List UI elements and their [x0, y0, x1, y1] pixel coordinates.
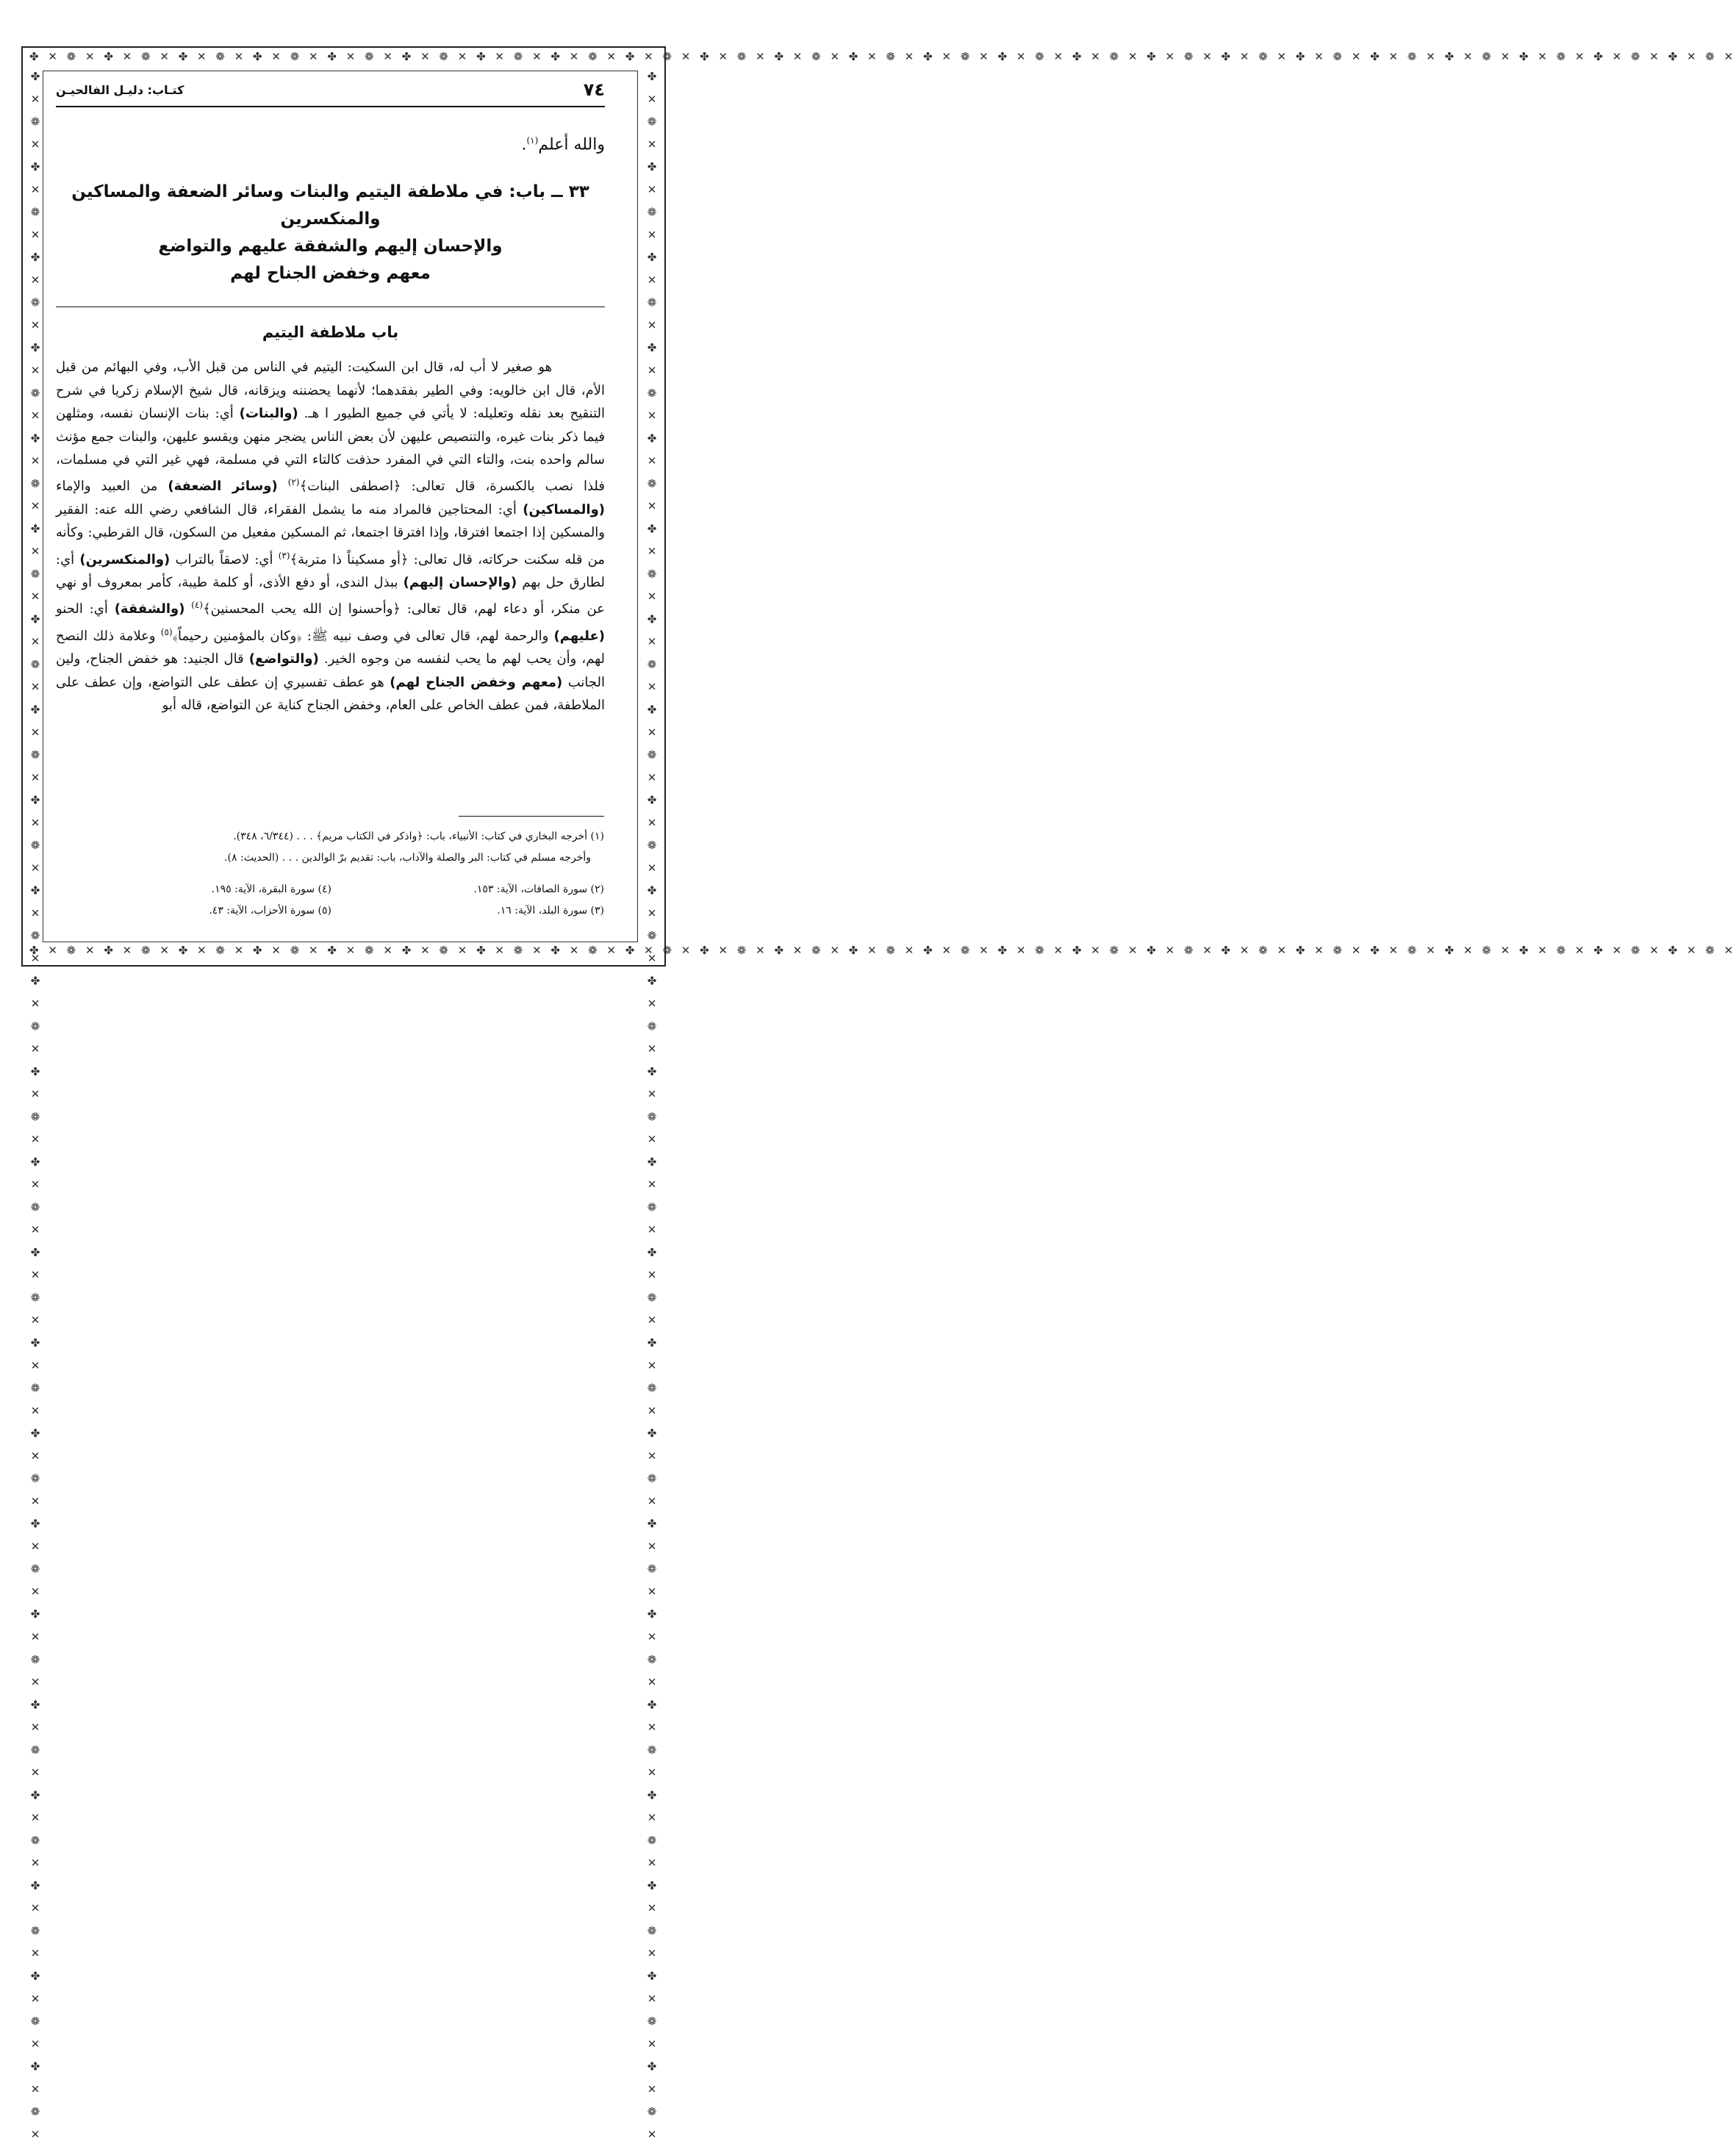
bold-term: (والبنات) — [239, 406, 298, 422]
text-run: قال الجنيد: هو خفض الجناح، ولين الجانب — [56, 651, 605, 690]
opening-line — [56, 135, 605, 154]
text-run: أي: المحتاجين فالمراد منه ما يشمل الفقراء، قال الشافعي رضي الله عنه: الفقير والمسكين إذا اجتمعا افترقا، وإذا افترقا اجتمعا، ثم المسكين مفعيل من السكون، قال القرطبي: وكأنه من قله سكنت حركاته، قال تعالى: ﴿أو مسكيناً ذا متربة﴾ — [56, 501, 605, 567]
bold-term: (والشفقة) — [114, 601, 185, 617]
ornament-border-right: ✤ ✕ ❁ ✕ ✤ ✕ ❁ ✕ ✤ ✕ ❁ ✕ ✤ ✕ ❁ ✕ ✤ ✕ ❁ ✕ ✤ ✕ ❁ ✕ ✤ ✕ ❁ ✕ ✤ ✕ ❁ ✕ ✤ ✕ ❁ ✕ ✤ ✕ ❁ ✕ ✤ ✕ ❁ ✕ ✤ ✕ ❁ ✕ ✤ ✕ ❁ ✕ ✤ ✕ ❁ ✕ ✤ ✕ ❁ ✕ ✤ ✕ ❁ ✕ ✤ ✕ ❁ ✕ ✤ ✕ ❁ ✕ ✤ ✕ ❁ ✕ ✤ ✕ ❁ ✕ ✤ ✕ ❁ ✕ ✤ ✕ ❁ ✕ ✤ ✕ ❁ ✕ — [645, 70, 659, 2144]
chapter-title-line: معهم وخفض الجناح لهم — [230, 264, 431, 284]
footnote-row — [59, 900, 604, 922]
text-run: أي: لاصقاً بالتراب — [175, 551, 273, 567]
bold-term: (والمنكسرين) — [79, 551, 171, 567]
bold-term: (والمساكين) — [523, 501, 605, 517]
text-run: أي: لطارق حل بهم — [56, 551, 605, 590]
footnote-ref: (٤) — [191, 600, 204, 611]
section-heading: باب ملاطفة اليتيم — [262, 323, 399, 342]
page-number: ٧٤ — [583, 79, 605, 100]
book-title: كتـاب: دليـل الفالحيـن — [56, 82, 184, 97]
text-run: ببذل الندى، أو دفع الأذى، أو كلمة طيبة، كأمر بمعروف أو نهي عن منكر، أو دعاء لهم، قال تعالى: ﴿وأحسنوا إن الله يحب المحسنين﴾ — [56, 574, 605, 617]
footnote-ref: (٥) — [160, 626, 173, 637]
chapter-title — [56, 179, 605, 307]
footnote-row — [59, 879, 604, 900]
page-content — [56, 74, 605, 717]
bold-term: (معهم وخفض الجناح لهم) — [390, 674, 563, 690]
ornament-border-left: ✤ ✕ ❁ ✕ ✤ ✕ ❁ ✕ ✤ ✕ ❁ ✕ ✤ ✕ ❁ ✕ ✤ ✕ ❁ ✕ ✤ ✕ ❁ ✕ ✤ ✕ ❁ ✕ ✤ ✕ ❁ ✕ ✤ ✕ ❁ ✕ ✤ ✕ ❁ ✕ ✤ ✕ ❁ ✕ ✤ ✕ ❁ ✕ ✤ ✕ ❁ ✕ ✤ ✕ ❁ ✕ ✤ ✕ ❁ ✕ ✤ ✕ ❁ ✕ ✤ ✕ ❁ ✕ ✤ ✕ ❁ ✕ ✤ ✕ ❁ ✕ ✤ ✕ ❁ ✕ ✤ ✕ ❁ ✕ ✤ ✕ ❁ ✕ ✤ ✕ ❁ ✕ — [29, 70, 42, 2144]
running-header — [56, 74, 605, 107]
bold-term: (عليهم) — [553, 628, 605, 644]
footnote-1-continued: وأخرجه مسلم في كتاب: البر والصلة والآداب، باب: تقديم برّ الوالدين . . . (الحديث: ٨). — [224, 852, 591, 864]
opening-text: والله أعلم — [538, 135, 605, 154]
main-paragraph — [56, 356, 605, 717]
footnote-4: (٤) سورة البقرة، الآية: ١٩٥. — [211, 883, 331, 895]
bold-term: (وسائر الضعفة) — [168, 478, 278, 495]
text-run: والرحمة لهم، قال تعالى في وصف نبيه ﷺ: ﴿وكان بالمؤمنين رحيماً﴾ — [172, 628, 549, 644]
text-run: وعلامة ذلك النصح لهم، وأن يحب لهم ما يحب لنفسه من وجوه الخير. — [56, 628, 605, 667]
bold-term: (والتواضع) — [248, 651, 319, 667]
footnote-ref: (١) — [526, 135, 539, 146]
footnote-3: (٣) سورة البلد، الآية: ١٦. — [497, 905, 604, 917]
chapter-title-line: ٣٣ ــ باب: في ملاطفة اليتيم والبنات وسائر الضعفة والمساكين والمنكسرين — [71, 182, 589, 229]
bold-term: (والإحسان إليهم) — [403, 574, 517, 590]
footnote-ref: (٢) — [287, 477, 300, 488]
footnote-2: (٢) سورة الصافات، الآية: ١٥٣. — [473, 883, 604, 895]
ornament-border-top: ✤ ✕ ❁ ✕ ✤ ✕ ❁ ✕ ✤ ✕ ❁ ✕ ✤ ✕ ❁ ✕ ✤ ✕ ❁ ✕ ✤ ✕ ❁ ✕ ✤ ✕ ❁ ✕ ✤ ✕ ❁ ✕ ✤ ✕ ❁ ✕ ✤ ✕ ❁ ✕ ✤ ✕ ❁ ✕ ✤ ✕ ❁ ✕ ✤ ✕ ❁ ✕ ✤ ✕ ❁ ✕ ✤ ✕ ❁ ✕ ✤ ✕ ❁ ✕ ✤ ✕ ❁ ✕ ✤ ✕ ❁ ✕ ✤ ✕ ❁ ✕ ✤ ✕ ❁ ✕ ✤ ✕ ❁ ✕ ✤ ✕ ❁ ✕ ✤ ✕ ❁ ✕ — [29, 50, 1736, 63]
footnotes — [59, 826, 604, 922]
ornament-border-bottom: ✤ ✕ ❁ ✕ ✤ ✕ ❁ ✕ ✤ ✕ ❁ ✕ ✤ ✕ ❁ ✕ ✤ ✕ ❁ ✕ ✤ ✕ ❁ ✕ ✤ ✕ ❁ ✕ ✤ ✕ ❁ ✕ ✤ ✕ ❁ ✕ ✤ ✕ ❁ ✕ ✤ ✕ ❁ ✕ ✤ ✕ ❁ ✕ ✤ ✕ ❁ ✕ ✤ ✕ ❁ ✕ ✤ ✕ ❁ ✕ ✤ ✕ ❁ ✕ ✤ ✕ ❁ ✕ ✤ ✕ ❁ ✕ ✤ ✕ ❁ ✕ ✤ ✕ ❁ ✕ ✤ ✕ ❁ ✕ ✤ ✕ ❁ ✕ ✤ ✕ ❁ ✕ — [29, 944, 1736, 957]
text-run: هو عطف تفسيري إن عطف على التواضع، وإن عطف على الملاطفة، فمن عطف الخاص على العام، وخفض الجناح كناية عن التواضع، قاله أبو — [56, 674, 605, 714]
footnote-1: (١) أخرجه البخاري في كتاب: الأنبياء، باب: ﴿واذكر في الكتاب مريم﴾ . . . (٦/٣٤٤، ٣٤٨). — [233, 831, 604, 842]
footnote-ref: (٣) — [278, 550, 290, 561]
text-run: من العبيد والإماء — [56, 478, 158, 495]
opening-end: . — [521, 135, 527, 154]
footnote-divider — [459, 816, 604, 817]
footnote-5: (٥) سورة الأحزاب، الآية: ٤٣. — [209, 905, 331, 917]
text-run: هو صغير لا أب له، قال ابن السكيت: اليتيم في الناس من قبل الأب، وفي البهائم من قبل الأم، قال ابن خالويه: وفي الطير بفقدهما؛ لأنهما يحضننه ويزقانه، قال شيخ الإسلام زكريا في شرح التنقيح بعد نقله وتعليله: لا يأتي في جميع الطيور ا هـ. — [56, 359, 606, 422]
text-run: أي: بنات الإنسان نفسه، ومثلهن فيما ذكر بنات غيره، والتنصيص عليهن لأن بعض الناس يضجر منهن ويقسو عليهن، والبنات جمع مؤنث سالم واحده بنت، والتاء التي في المفرد حذفت كالتاء التي في مسلمة، فهي غير التي في مسلمات، فلذا نصب بالكسرة، قال تعالى: ﴿اصطفى البنات﴾ — [56, 406, 605, 495]
chapter-title-line: والإحسان إليهم والشفقة عليهم والتواضع — [158, 237, 503, 257]
text-run: أي: الحنو — [56, 601, 108, 617]
